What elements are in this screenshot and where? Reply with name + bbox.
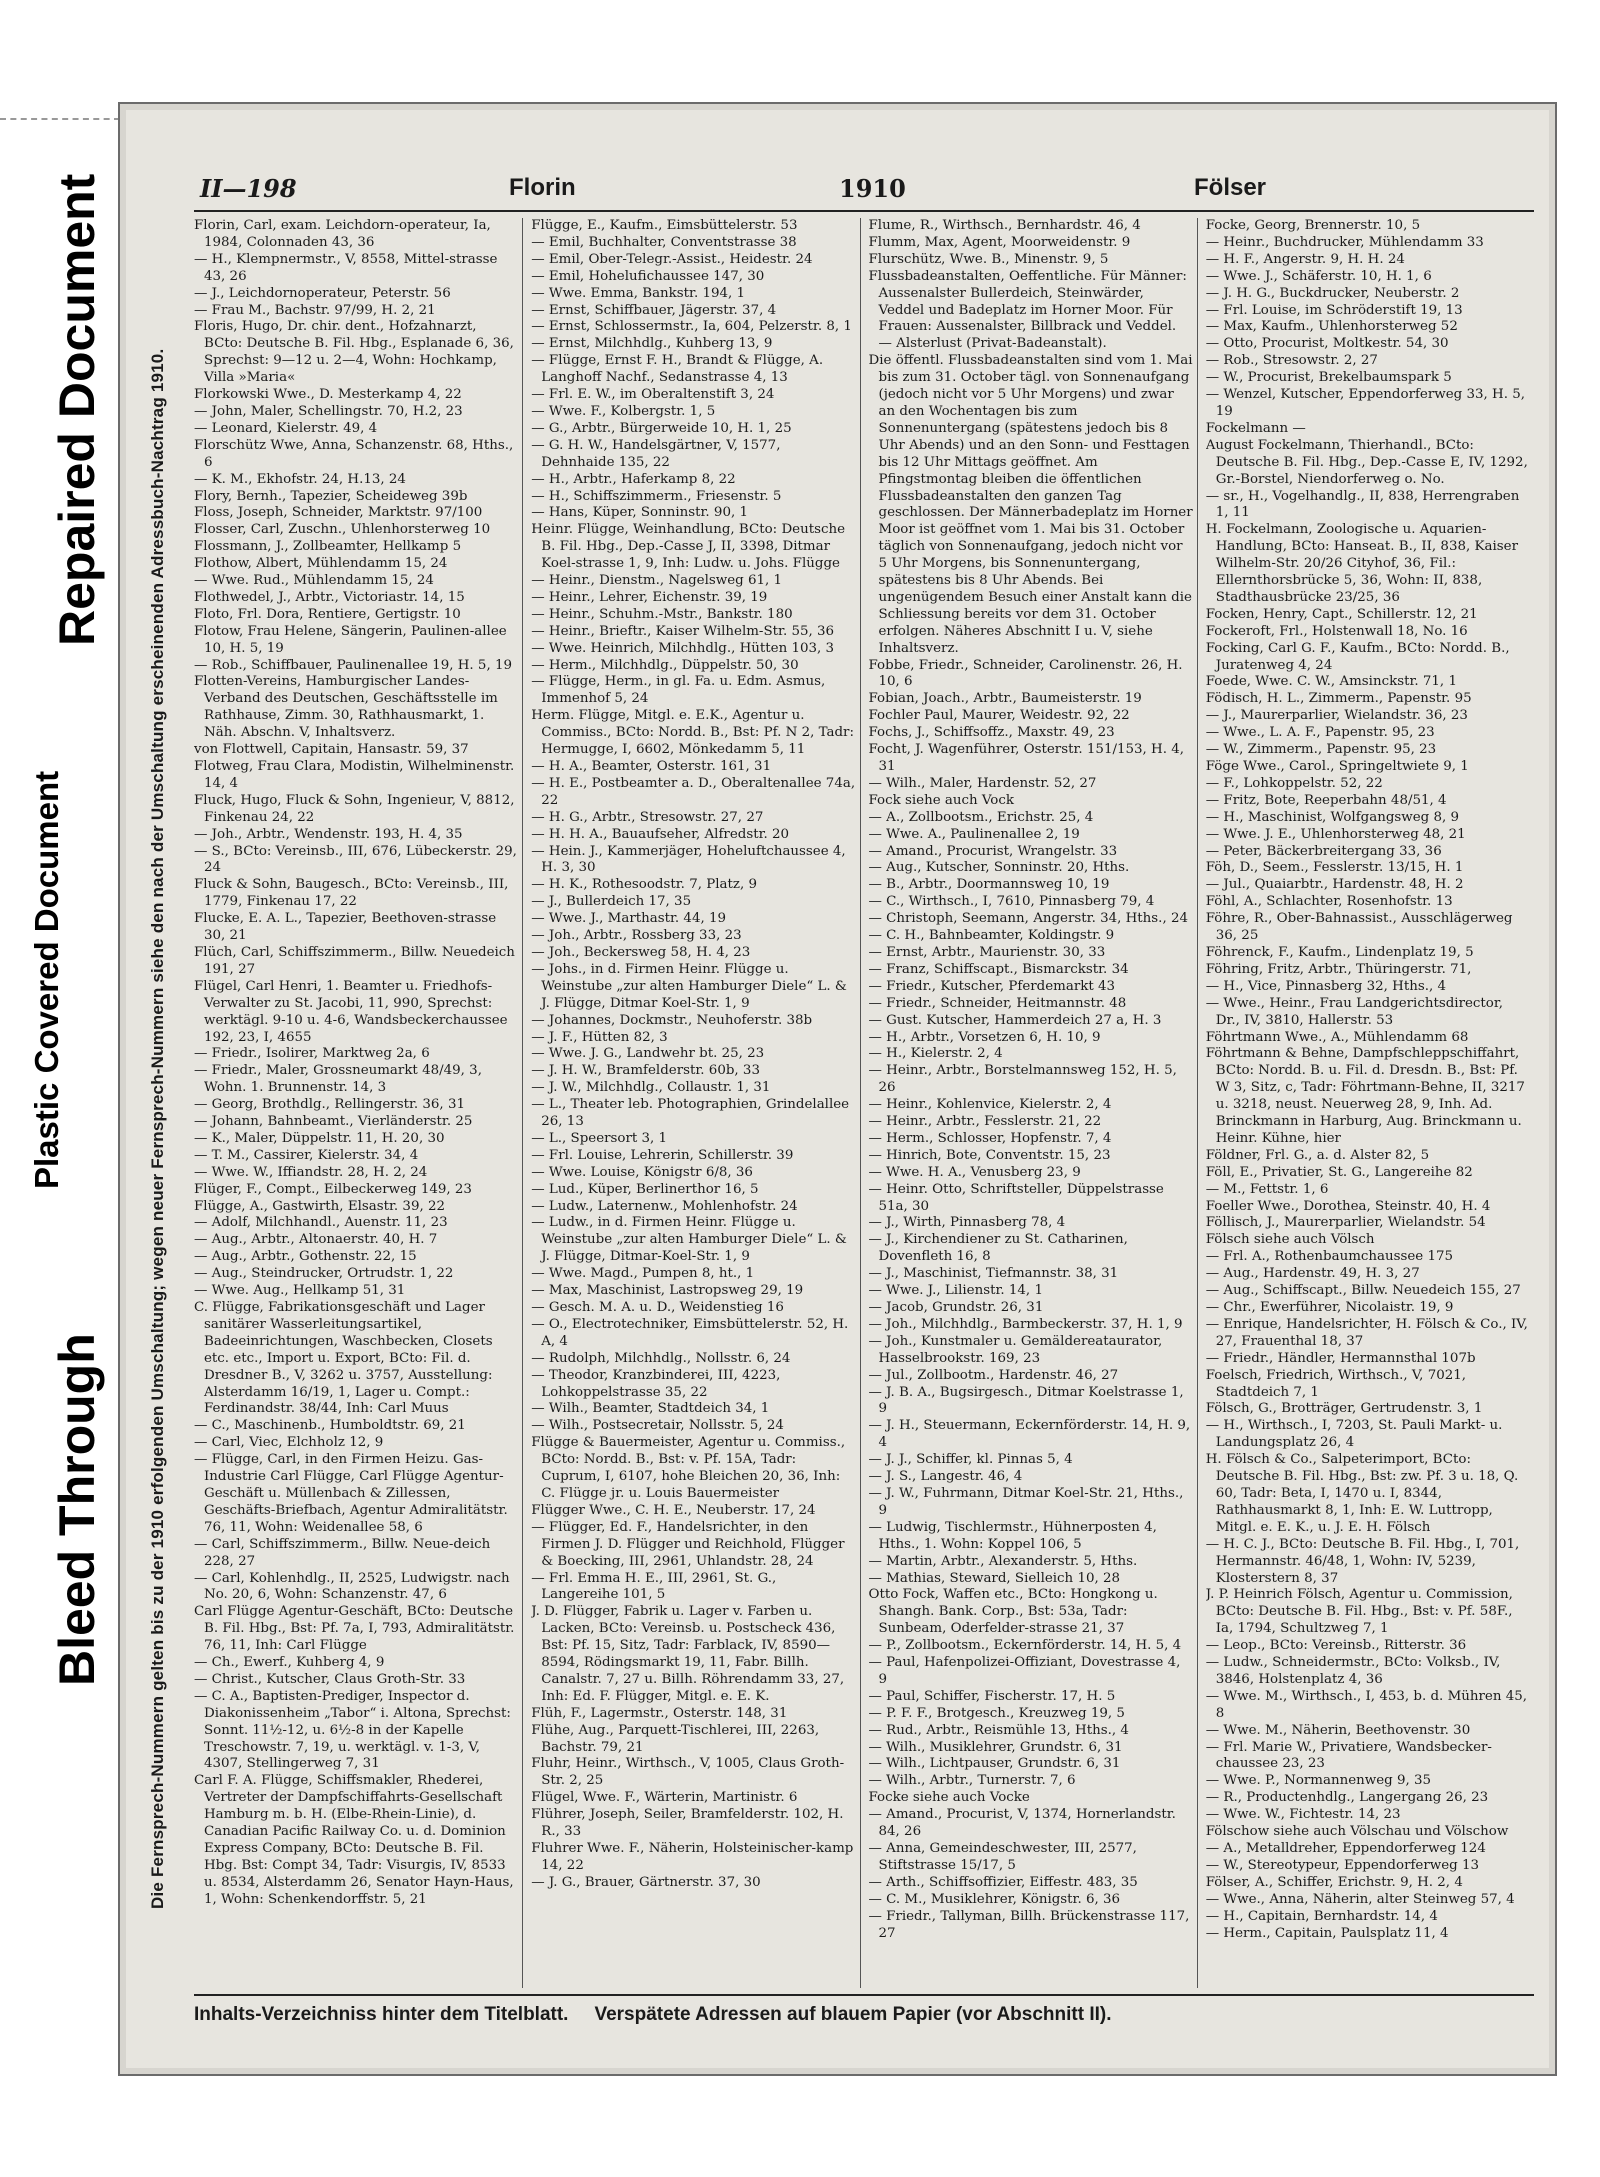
footer-right: Verspätete Adressen auf blauem Papier (vor Abschnitt II). <box>594 2004 1112 2025</box>
directory-entry: — C. M., Musiklehrer, Königstr. 6, 36 <box>868 1891 1121 1907</box>
directory-entry: — Hein. J., Kammerjäger, Hoheluftchaussee 4, H. 3, 30 <box>531 843 846 876</box>
directory-entry: — Wilh., Lichtpauser, Grundstr. 6, 31 <box>868 1756 1121 1772</box>
directory-entry: — Otto, Procurist, Moltkestr. 54, 30 <box>1205 336 1449 352</box>
directory-entry: — J., Maurerparlier, Wielandstr. 36, 23 <box>1205 708 1468 724</box>
directory-entry: — Emil, Ober-Telegr.-Assist., Heidestr. 24 <box>531 251 813 267</box>
directory-entry: — Paul, Schiffer, Fischerstr. 17, H. 5 <box>868 1688 1116 1704</box>
directory-entry: — H. G., Arbtr., Stresowstr. 27, 27 <box>531 809 764 825</box>
directory-entry: — H. H. A., Bauaufseher, Alfredstr. 20 <box>531 826 790 842</box>
directory-entry: Fockeroft, Frl., Holstenwall 18, No. 16 <box>1205 623 1468 639</box>
directory-entry: C. Flügge, Fabrikationsgeschäft und Lager sanitärer Wasserleitungsartikel, Badeeinrichtungen, Waschbecken, Closets etc. etc., Import u. Export, BCto: Fil. d. Dresdner B., V, 3262 u. 3757, Ausstellung: Alsterdamm 16/19, 1, Lager u. Compt.: Ferdinandstr. 38/44, Inh: Carl Muus <box>194 1300 493 1417</box>
directory-entry: — L., Speersort 3, 1 <box>531 1130 668 1146</box>
directory-entry: Flüh, F., Lagermstr., Osterstr. 148, 31 <box>531 1705 788 1721</box>
directory-entry: — Christoph, Seemann, Angerstr. 34, Hths., 24 <box>868 911 1188 927</box>
directory-entry: Föh, D., Seem., Fesslerstr. 13/15, H. 1 <box>1205 860 1464 876</box>
directory-entry: — Wilh., Musiklehrer, Grundstr. 6, 31 <box>868 1739 1123 1755</box>
directory-entry: — J. S., Langestr. 46, 4 <box>868 1469 1023 1485</box>
directory-entry: — Emil, Buchhalter, Conventstrasse 38 <box>531 234 797 250</box>
directory-entry: — J. B. A., Bugsirgesch., Ditmar Koelstrasse 1, 9 <box>868 1384 1184 1417</box>
directory-entry: — Ludw., Schneidermstr., BCto: Volksb., IV, 3846, Holstenplatz 4, 36 <box>1205 1655 1501 1687</box>
directory-entry: Carl F. A. Flügge, Schiffsmakler, Rhederei, Vertreter der Dampfschiffahrts-Gesellschaft Hamburg m. b. H. (Elbe-Rhein-Linie), d. Canadian Pacific Railway Co. u. d. Dominion Express Company, BCto: Deutsche B. Fil. Hbg. Bst: Compt 34, Tadr: Visurgis, IV, 8533 u. 8534, Alsterdamm 26, Senator Hayn-Haus, 1, Wohn: Schenkendorffstr. 5, 21 <box>194 1773 514 1907</box>
directory-entry: Flucke, E. A. L., Tapezier, Beethoven-strasse 30, 21 <box>194 911 497 944</box>
directory-entry: H. Fockelmann, Zoologische u. Aquarien-Handlung, BCto: Hanseat. B., II, 838, Kaiser Wilhelm-Str. 20/26 Cityhof, 36, Fil.: Ellernthorsbrücke 5, 36, Wohn: II, 838, Stadthausbrücke 23/25, 36 <box>1205 522 1518 605</box>
directory-entry: — Rob., Schiffbauer, Paulinenallee 19, H. 5, 19 <box>194 657 512 673</box>
directory-entry: — Aug., Kutscher, Sonninstr. 20, Hths. <box>868 860 1130 876</box>
directory-entry: — Rud., Arbtr., Reismühle 13, Hths., 4 <box>868 1722 1129 1738</box>
directory-entry: — Jul., Quaiarbtr., Hardenstr. 48, H. 2 <box>1205 877 1464 893</box>
directory-entry: — Joh., Beckersweg 58, H. 4, 23 <box>531 944 751 960</box>
directory-entry: — K., Maler, Düppelstr. 11, H. 20, 30 <box>194 1130 445 1146</box>
directory-entry: — Friedr., Kutscher, Pferdemarkt 43 <box>868 978 1116 994</box>
directory-entry: — C., Wirthsch., I, 7610, Pinnasberg 79, 4 <box>868 894 1155 910</box>
directory-entry: — sr., H., Vogelhandlg., II, 838, Herrengraben 1, 11 <box>1205 488 1520 521</box>
directory-entry: — Flügge, Carl, in den Firmen Heizu. Gas-Industrie Carl Flügge, Carl Flügge Agentur-Geschäft u. Müllenbach & Zillessen, Geschäfts-Briefbach, Agentur Admiralitätstr. 76, 11, Wohn: Weidenallee 58, 6 <box>194 1452 508 1535</box>
directory-entry: — Aug., Arbtr., Gothenstr. 22, 15 <box>194 1249 417 1265</box>
label-repaired-document: Repaired Document <box>49 173 105 647</box>
directory-entry: — J. W., Fuhrmann, Ditmar Koel-Str. 21, Hths., 9 <box>868 1485 1184 1518</box>
directory-entry: — Wwe. J., Marthastr. 44, 19 <box>531 911 727 927</box>
directory-entry: Floto, Frl. Dora, Rentiere, Gertigstr. 10 <box>194 606 461 622</box>
directory-entry: Focht, J. Wagenführer, Osterstr. 151/153, H. 4, 31 <box>868 742 1185 774</box>
directory-entry: — G., Arbtr., Bürgerweide 10, H. 1, 25 <box>531 420 792 436</box>
directory-entry: Fluhr, Heinr., Wirthsch., V, 1005, Claus Groth-Str. 2, 25 <box>531 1756 845 1789</box>
directory-entry: — J., Maschinist, Tiefmannstr. 38, 31 <box>868 1266 1119 1282</box>
directory-entry: Flügge & Bauermeister, Agentur u. Commiss., BCto: Nordd. B., Bst: v. Pf. 15A, Tadr: Cuprum, I, 6107, hohe Bleichen 20, 36, Inh: C. Flügge jr. u. Louis Bauermeister <box>531 1435 846 1501</box>
directory-entry: — Wwe. Rud., Mühlendamm 15, 24 <box>194 573 434 589</box>
directory-entry: Florkowski Wwe., D. Mesterkamp 4, 22 <box>194 387 462 403</box>
directory-entry: — Aug., Hardenstr. 49, H. 3, 27 <box>1205 1266 1420 1282</box>
directory-entry: — Joh., Milchhdlg., Barmbeckerstr. 37, H. 1, 9 <box>868 1316 1183 1332</box>
directory-entry: — Wilh., Maler, Hardenstr. 52, 27 <box>868 775 1097 791</box>
directory-entry: — R., Productenhdlg., Langergang 26, 23 <box>1205 1790 1489 1806</box>
directory-entry: — Wwe. F., Kolbergstr. 1, 5 <box>531 403 716 419</box>
directory-entry: Flume, R., Wirthsch., Bernhardstr. 46, 4 <box>868 218 1141 233</box>
directory-entry: — Jacob, Grundstr. 26, 31 <box>868 1300 1044 1315</box>
directory-entry: — Wilh., Arbtr., Turnerstr. 7, 6 <box>868 1773 1076 1789</box>
directory-entry: Flossmann, J., Zollbeamter, Hellkamp 5 <box>194 539 462 555</box>
page-header <box>194 174 1534 212</box>
directory-entry: — Heinr., Lehrer, Eichenstr. 39, 19 <box>531 589 768 605</box>
directory-entry: — Ch., Ewerf., Kuhberg 4, 9 <box>194 1655 385 1671</box>
directory-entry: — Wwe. J., Lilienstr. 14, 1 <box>868 1283 1043 1299</box>
directory-entry: Föllisch, J., Maurerparlier, Wielandstr. 54 <box>1205 1215 1486 1231</box>
directory-entry: H. Fölsch & Co., Salpeterimport, BCto: Deutsche B. Fil. Hbg., Bst: zw. Pf. 3 u. 18, Q. 60, Tadr: Beta, I, 1470 u. I, 8344, Rathhausmarkt 8, 1, Inh: E. W. Luttropp, Mitgl. e. E. K., u. J. E. H. Fölsch <box>1205 1452 1519 1535</box>
directory-entry: August Fockelmann, Thierhandl., BCto: Deutsche B. Fil. Hbg., Dep.-Casse E, IV, 1292, Gr.-Borstel, Niendorferweg o. No. <box>1205 437 1528 487</box>
directory-entry: Fluhrer Wwe. F., Näherin, Holsteinischer-kamp 14, 22 <box>531 1841 854 1873</box>
directory-entry: — Anna, Gemeindeschwester, III, 2577, Stiftstrasse 15/17, 5 <box>868 1841 1137 1873</box>
directory-entry: — Carl, Schiffszimmerm., Billw. Neue-deich 228, 27 <box>194 1536 491 1569</box>
directory-entry: — Friedr., Maler, Grossneumarkt 48/49, 3, Wohn. 1. Brunnenstr. 14, 3 <box>194 1063 482 1096</box>
directory-entry: — Aug., Steindrucker, Ortrudstr. 1, 22 <box>194 1266 454 1282</box>
directory-entry: von Flottwell, Capitain, Hansastr. 59, 37 <box>194 742 469 758</box>
directory-entry: — Enrique, Handelsrichter, H. Fölsch & Co., IV, 27, Frauenthal 18, 37 <box>1205 1316 1528 1349</box>
directory-entry: — Carl, Kohlenhdlg., II, 2525, Ludwigstr. nach No. 20, 6, Wohn: Schanzenstr. 47, 6 <box>194 1570 510 1603</box>
directory-entry: Fock siehe auch Vock <box>868 792 1014 808</box>
directory-entry: — W., Procurist, Brekelbaumspark 5 <box>1205 370 1452 386</box>
directory-entry: — G. H. W., Handelsgärtner, V, 1577, Dehnhaide 135, 22 <box>531 437 781 470</box>
directory-entry: — F., Lohkoppelstr. 52, 22 <box>1205 775 1383 791</box>
directory-entry: Flothow, Albert, Mühlendamm 15, 24 <box>194 556 448 572</box>
directory-entry: Föll, E., Privatier, St. G., Langereihe 82 <box>1205 1164 1473 1180</box>
directory-entry: Födisch, H. L., Zimmerm., Papenstr. 95 <box>1205 691 1472 707</box>
page-content <box>148 174 1534 2026</box>
directory-entry: — C. H., Bahnbeamter, Koldingstr. 9 <box>868 928 1115 944</box>
column-1 <box>194 218 523 1988</box>
directory-entry: — O., Electrotechniker, Eimsbüttelerstr. 52, H. A, 4 <box>531 1316 849 1349</box>
directory-entry: — Ludw., Laternenw., Mohlenhofstr. 24 <box>531 1198 798 1214</box>
directory-entry: — Wenzel, Kutscher, Eppendorferweg 33, H. 5, 19 <box>1205 387 1525 419</box>
header-left-word: Florin <box>509 174 576 201</box>
directory-entry: Fochs, J., Schiffsoffz., Maxstr. 49, 23 <box>868 725 1115 741</box>
directory-entry: — Frau M., Bachstr. 97/99, H. 2, 21 <box>194 302 436 318</box>
directory-entry: — Jul., Zollbootm., Hardenstr. 46, 27 <box>868 1367 1119 1383</box>
directory-entry: — Wwe., L. A. F., Papenstr. 95, 23 <box>1205 725 1435 741</box>
directory-entry: — John, Maler, Schellingstr. 70, H.2, 23 <box>194 403 463 419</box>
directory-entry: — Frl. Emma H. E., III, 2961, St. G., Langereihe 101, 5 <box>531 1570 777 1603</box>
directory-entry: — Hans, Küper, Sonninstr. 90, 1 <box>531 505 748 521</box>
directory-entry: — Heinr., Schuhm.-Mstr., Bankstr. 180 <box>531 606 793 622</box>
directory-entry: Otto Fock, Waffen etc., BCto: Hongkong u. Shangh. Bank. Corp., Bst: 53a, Tadr: Sunbeam, Oderfelder-strasse 21, 37 <box>868 1587 1158 1637</box>
directory-entry: Flügel, Carl Henri, 1. Beamter u. Friedhofs-Verwalter zu St. Jacobi, 11, 990, Sprechst: werktägl. 9-10 u. 4-6, Wandsbeckerchaussee 192, 23, I, 4655 <box>194 978 508 1045</box>
header-right-word: Fölser <box>1194 174 1267 201</box>
directory-entry: — Wwe. Aug., Hellkamp 51, 31 <box>194 1283 406 1299</box>
scanned-page <box>118 102 1557 2076</box>
directory-entry: Flühe, Aug., Parquett-Tischlerei, III, 2263, Bachstr. 79, 21 <box>531 1722 820 1755</box>
directory-entry: — J. G., Brauer, Gärtnerstr. 37, 30 <box>531 1874 761 1890</box>
directory-entry: — Emil, Hohelufichaussee 147, 30 <box>531 268 765 284</box>
directory-entry: — H. C. J., BCto: Deutsche B. Fil. Hbg., I, 701, Hermannstr. 46/48, 1, Wohn: IV, 5239, Klosterstern 8, 37 <box>1205 1536 1520 1586</box>
directory-entry: — Wwe. J. E., Uhlenhorsterweg 48, 21 <box>1205 826 1466 842</box>
directory-entry: — J., Kirchendiener zu St. Catharinen, Dovenfleth 16, 8 <box>868 1232 1128 1265</box>
directory-entry: — Wwe. J., Schäferstr. 10, H. 1, 6 <box>1205 268 1432 284</box>
directory-entry: Fölsch, G., Brotträger, Gertrudenstr. 3, 1 <box>1205 1401 1483 1417</box>
directory-entry: — H. F., Angerstr. 9, H. H. 24 <box>1205 251 1405 267</box>
directory-entry: — Leop., BCto: Vereinsb., Ritterstr. 36 <box>1205 1638 1467 1654</box>
directory-entry: — H. E., Postbeamter a. D., Oberaltenallee 74a, 22 <box>531 775 856 808</box>
directory-entry: — T. M., Cassirer, Kielerstr. 34, 4 <box>194 1147 419 1163</box>
directory-entry: Florschütz Wwe, Anna, Schanzenstr. 68, Hths., 6 <box>194 437 514 470</box>
directory-entry: — Wwe. M., Wirthsch., I, 453, b. d. Mühren 45, 8 <box>1205 1688 1528 1721</box>
directory-entry: — Johannes, Dockmstr., Neuhoferstr. 38b <box>531 1012 813 1028</box>
directory-entry: Flothwedel, J., Arbtr., Victoriastr. 14, 15 <box>194 589 465 605</box>
directory-entry: — Heinr., Arbtr., Fesslerstr. 21, 22 <box>868 1114 1102 1130</box>
directory-entry: Floss, Joseph, Schneider, Marktstr. 97/100 <box>194 505 483 521</box>
directory-entry: Fockelmann — <box>1205 420 1306 436</box>
page-footer <box>194 1994 1534 2026</box>
directory-entry: — Joh., Arbtr., Wendenstr. 193, H. 4, 35 <box>194 826 463 842</box>
directory-entry: Florin, Carl, exam. Leichdorn-operateur, Ia, 1984, Colonnaden 43, 36 <box>194 218 491 250</box>
directory-entry: Fochler Paul, Maurer, Weidestr. 92, 22 <box>868 708 1130 724</box>
directory-entry: — Martin, Arbtr., Alexanderstr. 5, Hths. <box>868 1553 1138 1569</box>
directory-entry: Flügger Wwe., C. H. E., Neuberstr. 17, 24 <box>531 1502 816 1518</box>
directory-entry: — Wwe. J. G., Landwehr bt. 25, 23 <box>531 1046 765 1062</box>
directory-entry: — H., Capitain, Bernhardstr. 14, 4 <box>1205 1908 1438 1924</box>
directory-entry: Foelsch, Friedrich, Wirthsch., V, 7021, Stadtdeich 7, 1 <box>1205 1367 1467 1400</box>
directory-entry: Flügge, A., Gastwirth, Elsastr. 39, 22 <box>194 1198 446 1214</box>
directory-entry: — K. M., Ekhofstr. 24, H.13, 24 <box>194 471 406 487</box>
directory-entry: — Wilh., Postsecretair, Nollsstr. 5, 24 <box>531 1418 784 1434</box>
directory-entry: — B., Arbtr., Doormannsweg 10, 19 <box>868 877 1110 893</box>
directory-entry: — Mathias, Steward, Sielleich 10, 28 <box>868 1570 1121 1586</box>
directory-entry: Flotweg, Frau Clara, Modistin, Wilhelminenstr. 14, 4 <box>194 759 515 791</box>
directory-entry: — Flügge, Ernst F. H., Brandt & Flügge, A. Langhoff Nachf., Sedanstrasse 4, 13 <box>531 353 824 386</box>
directory-entry: — Arth., Schiffsoffizier, Eiffestr. 483, 35 <box>868 1874 1138 1890</box>
directory-entry: — J. H., Steuermann, Eckernförderstr. 14, H. 9, 4 <box>868 1418 1191 1451</box>
directory-entry: — Ernst, Arbtr., Maurienstr. 30, 33 <box>868 944 1106 960</box>
directory-entry: — Wwe. Louise, Königstr 6/8, 36 <box>531 1164 753 1180</box>
directory-entry: — H. K., Rothesoodstr. 7, Platz, 9 <box>531 877 757 893</box>
directory-entry: — Wwe. Emma, Bankstr. 194, 1 <box>531 285 746 301</box>
directory-entry: — Peter, Bäckerbreitergang 33, 36 <box>1205 843 1442 859</box>
directory-entry: J. P. Heinrich Fölsch, Agentur u. Commission, BCto: Deutsche B. Fil. Hbg., Bst: v. Pf. 58F., Ia, 1794, Schultzweg 7, 1 <box>1205 1587 1513 1637</box>
directory-entry: — Friedr., Tallyman, Billh. Brückenstrasse 117, 27 <box>868 1908 1190 1941</box>
directory-entry: — Herm., Milchhdlg., Düppelstr. 50, 30 <box>531 657 799 673</box>
directory-entry: — Gesch. M. A. u. D., Weidenstieg 16 <box>531 1300 784 1315</box>
directory-entry: — S., BCto: Vereinsb., III, 676, Lübeckerstr. 29, 24 <box>194 843 517 876</box>
directory-entry: — Gust. Kutscher, Hammerdeich 27 a, H. 3 <box>868 1012 1162 1028</box>
directory-entry: — Adolf, Milchhandl., Auenstr. 11, 23 <box>194 1215 448 1231</box>
directory-entry: — Carl, Viec, Elchholz 12, 9 <box>194 1435 384 1451</box>
directory-entry: — H., Arbtr., Haferkamp 8, 22 <box>531 471 736 487</box>
directory-entry: — P., Zollbootsm., Eckernförderstr. 14, H. 5, 4 <box>868 1638 1182 1654</box>
directory-entry: — Flügge, Herm., in gl. Fa. u. Edm. Asmus, Immenhof 5, 24 <box>531 674 826 707</box>
directory-entry: — J., Leichdornoperateur, Peterstr. 56 <box>194 285 451 301</box>
directory-entry: — J. H. G., Buckdrucker, Neuberstr. 2 <box>1205 285 1460 301</box>
directory-entry: Föhrenck, F., Kaufm., Lindenplatz 19, 5 <box>1205 944 1474 960</box>
directory-entry: Föhring, Fritz, Arbtr., Thüringerstr. 71, <box>1205 961 1472 977</box>
directory-entry: Focke siehe auch Vocke <box>868 1790 1030 1806</box>
directory-entry: — Ludw., in d. Firmen Heinr. Flügge u. Weinstube „zur alten Hamburger Diele“ L. & J. Flügge, Ditmar-Koel-Str. 1, 9 <box>531 1215 847 1265</box>
directory-entry: — Wilh., Beamter, Stadtdeich 34, 1 <box>531 1401 770 1417</box>
directory-entry: — Wwe. H. A., Venusberg 23, 9 <box>868 1164 1081 1180</box>
label-bleed-through: Bleed Through <box>49 1333 105 1687</box>
directory-entry: Foede, Wwe. C. W., Amsinckstr. 71, 1 <box>1205 674 1457 690</box>
directory-entry: Flüch, Carl, Schiffszimmerm., Billw. Neuedeich 191, 27 <box>194 944 515 977</box>
directory-entry: — Amand., Procurist, Wrangelstr. 33 <box>868 843 1118 859</box>
directory-entry: — Max, Maschinist, Lastropsweg 29, 19 <box>531 1283 804 1299</box>
directory-entry: — H., Maschinist, Wolfgangsweg 8, 9 <box>1205 809 1460 825</box>
directory-entry: — Johs., in d. Firmen Heinr. Flügge u. Weinstube „zur alten Hamburger Diele“ L. & J. Flügge, Ditmar Koel-Str. 1, 9 <box>531 961 847 1011</box>
directory-entry: — Wwe., Anna, Näherin, alter Steinweg 57, 4 <box>1205 1891 1515 1907</box>
directory-entry: — Paul, Hafenpolizei-Offiziant, Dovestrasse 4, 9 <box>868 1655 1181 1687</box>
directory-entry: — Wwe. W., Fichtestr. 14, 23 <box>1205 1807 1401 1823</box>
directory-entry: — Frl. A., Rothenbaumchaussee 175 <box>1205 1249 1454 1265</box>
directory-entry: — Rudolph, Milchhdlg., Nollsstr. 6, 24 <box>531 1350 791 1366</box>
columns-container <box>194 218 1534 1988</box>
directory-entry: — Wwe. P., Normannenweg 9, 35 <box>1205 1773 1432 1789</box>
directory-entry: — J. W., Milchhdlg., Collaustr. 1, 31 <box>531 1080 771 1096</box>
directory-entry: — Friedr., Isolirer, Marktweg 2a, 6 <box>194 1046 430 1062</box>
directory-entry: Fobbe, Friedr., Schneider, Carolinenstr. 26, H. 10, 6 <box>868 657 1183 690</box>
directory-entry: — Rob., Stresowstr. 2, 27 <box>1205 353 1378 369</box>
directory-entry: Fluck & Sohn, Baugesch., BCto: Vereinsb., III, 1779, Finkenau 17, 22 <box>194 877 509 910</box>
directory-entry: — H. A., Beamter, Osterstr. 161, 31 <box>531 759 772 774</box>
directory-entry: — Wwe. Heinrich, Milchhdlg., Hütten 103, 3 <box>531 640 835 656</box>
directory-entry: Focke, Georg, Brennerstr. 10, 5 <box>1205 218 1421 233</box>
directory-entry: Floris, Hugo, Dr. chir. dent., Hofzahnarzt, BCto: Deutsche B. Fil. Hbg., Esplanade 6, 36, Sprechst: 9—12 u. 2—4, Wohn: Hochkamp, Villa »Maria« <box>194 319 514 386</box>
directory-entry: Flory, Bernh., Tapezier, Scheideweg 39b <box>194 488 468 504</box>
directory-entry: — Flügger, Ed. F., Handelsrichter, in den Firmen J. D. Flügger und Reichhold, Flügger & Boecking, III, 2961, Uhlandstr. 28, 24 <box>531 1519 845 1569</box>
directory-entry: — Lud., Küper, Berlinerthor 16, 5 <box>531 1181 759 1197</box>
directory-entry: Flotten-Vereins, Hamburgischer Landes-Verband des Deutschen, Geschäftsstelle im Rathhause, Zimm. 30, Rathhausmarkt, 1. Näh. Abschn. V, Inhaltsverz. <box>194 674 498 741</box>
directory-entry: Földner, Frl. G., a. d. Alster 82, 5 <box>1205 1147 1430 1163</box>
page-number: II—198 <box>200 174 297 203</box>
directory-entry: — Friedr., Händler, Hermannsthal 107b <box>1205 1350 1476 1366</box>
directory-entry: — Frl. E. W., im Oberaltenstift 3, 24 <box>531 387 775 403</box>
directory-entry: — Ludwig, Tischlermstr., Hühnerposten 4, Hths., 1. Wohn: Koppel 106, 5 <box>868 1519 1157 1552</box>
directory-entry: — C., Maschinenb., Humboldtstr. 69, 21 <box>194 1418 466 1434</box>
directory-entry: — Ernst, Milchhdlg., Kuhberg 13, 9 <box>531 336 773 352</box>
directory-entry: — Frl. Louise, Lehrerin, Schillerstr. 39 <box>531 1147 794 1163</box>
edge-dash-line <box>0 118 120 120</box>
directory-entry: — Franz, Schiffscapt., Bismarckstr. 34 <box>868 961 1129 977</box>
directory-entry: — Wwe. W., Iffiandstr. 28, H. 2, 24 <box>194 1164 428 1180</box>
directory-entry: — Frl. Louise, im Schröderstift 19, 13 <box>1205 302 1463 318</box>
directory-entry: Föhrtmann Wwe., A., Mühlendamm 68 <box>1205 1029 1469 1045</box>
directory-entry: Focken, Henry, Capt., Schillerstr. 12, 21 <box>1205 606 1478 622</box>
directory-entry: — Wwe., Heinr., Frau Landgerichtsdirector, Dr., IV, 3810, Hallerstr. 53 <box>1205 995 1504 1028</box>
directory-entry: — Ernst, Schiffbauer, Jägerstr. 37, 4 <box>531 302 777 318</box>
directory-entry: Focking, Carl G. F., Kaufm., BCto: Nordd. B., Juratenweg 4, 24 <box>1205 640 1510 673</box>
directory-entry: — J. J., Schiffer, kl. Pinnas 5, 4 <box>868 1452 1073 1468</box>
directory-entry: Fobian, Joach., Arbtr., Baumeisterstr. 19 <box>868 691 1142 707</box>
directory-entry: — Wwe. A., Paulinenallee 2, 19 <box>868 826 1080 842</box>
directory-entry: Föhre, R., Ober-Bahnassist., Ausschlägerweg 36, 25 <box>1205 911 1513 944</box>
directory-entry: — Max, Kaufm., Uhlenhorsterweg 52 <box>1205 319 1458 335</box>
directory-entry: Flurschütz, Wwe. B., Minenstr. 9, 5 <box>868 251 1109 267</box>
directory-entry: Föhrtmann & Behne, Dampfschleppschiffahrt, BCto: Nordd. B. u. Fil. d. Dresdn. B., Bst: Pf. W 3, Sitz, c, Tadr: Föhrtmann-Behne, II, 3217 u. 3218, neust. Neuerweg 28, 9, Inh. Ad. Brinckmann in Harburg, Aug. Brinckmann u. Heinr. Kühne, hier <box>1205 1046 1525 1146</box>
directory-entry: — A., Zollbootsm., Erichstr. 25, 4 <box>868 809 1094 825</box>
directory-entry: — Heinr., Arbtr., Borstelmannsweg 152, H. 5, 26 <box>868 1063 1177 1096</box>
directory-entry: — Georg, Brothdlg., Rellingerstr. 36, 31 <box>194 1097 465 1113</box>
directory-entry: — Herm., Schlosser, Hopfenstr. 7, 4 <box>868 1130 1112 1146</box>
directory-entry: — M., Fettstr. 1, 6 <box>1205 1181 1329 1197</box>
directory-entry: Flüger, F., Compt., Eilbeckerweg 149, 23 <box>194 1181 472 1197</box>
directory-entry: — A., Metalldreher, Eppendorferweg 124 <box>1205 1841 1486 1856</box>
directory-entry: Fölser, A., Schiffer, Erichstr. 9, H. 2, 4 <box>1205 1874 1463 1890</box>
directory-entry: — Heinr., Buchdrucker, Mühlendamm 33 <box>1205 234 1484 250</box>
directory-entry: — Fritz, Bote, Reeperbahn 48/51, 4 <box>1205 792 1447 808</box>
directory-entry: Herm. Flügge, Mitgl. e. E.K., Agentur u. Commiss., BCto: Nordd. B., Bst: Pf. N 2, Tadr: Hermugge, I, 6602, Mönkedamm 5, 11 <box>531 708 854 758</box>
directory-entry: — H., Kielerstr. 2, 4 <box>868 1046 1003 1062</box>
directory-entry: Flügge, E., Kaufm., Eimsbüttelerstr. 53 <box>531 218 798 233</box>
directory-entry: — Johann, Bahnbeamt., Vierländerstr. 25 <box>194 1114 473 1130</box>
directory-entry: — Hinrich, Bote, Conventstr. 15, 23 <box>868 1147 1111 1163</box>
directory-entry: Fölsch siehe auch Völsch <box>1205 1232 1375 1248</box>
directory-entry: — L., Theater leb. Photographien, Grindelallee 26, 13 <box>531 1097 850 1130</box>
column-2 <box>531 218 860 1988</box>
directory-entry: Carl Flügge Agentur-Geschäft, BCto: Deutsche B. Fil. Hbg., Bst: Pf. 7a, I, 793, Admiralitätstr. 76, 11, Inh: Carl Flügge <box>194 1604 515 1654</box>
column-3 <box>869 218 1198 1988</box>
directory-entry: Föge Wwe., Carol., Springeltwiete 9, 1 <box>1205 759 1469 774</box>
directory-entry: — Chr., Ewerführer, Nicolaistr. 19, 9 <box>1205 1300 1454 1315</box>
directory-entry: J. D. Flügger, Fabrik u. Lager v. Farben u. Lacken, BCto: Vereinsb. u. Postscheck 436, Bst: Pf. 15, Sitz, Tadr: Farblack, IV, 8590—8594, Rödingsmarkt 19, 11, Fabr. Billh. Canalstr. 7, 27 u. Billh. Röhrendamm 33, 27, Inh: Ed. F. Flügger, Mitgl. e. E. K. <box>531 1604 845 1704</box>
directory-entry: — H., Schiffszimmerm., Friesenstr. 5 <box>531 488 782 504</box>
directory-entry: — Aug., Arbtr., Altonaerstr. 40, H. 7 <box>194 1232 438 1248</box>
directory-entry: — Heinr., Brieftr., Kaiser Wilhelm-Str. 55, 36 <box>531 623 835 639</box>
directory-entry: — W., Zimmerm., Papenstr. 95, 23 <box>1205 742 1437 758</box>
directory-entry: — Ernst, Schlossermstr., Ia, 604, Pelzerstr. 8, 1 <box>531 319 852 335</box>
directory-entry: — H., Klempnermstr., V, 8558, Mittel-strasse 43, 26 <box>194 251 498 284</box>
directory-entry: — P. F. F., Brotgesch., Kreuzweg 19, 5 <box>868 1705 1125 1721</box>
directory-entry: — Aug., Schiffscapt., Billw. Neuedeich 155, 27 <box>1205 1283 1521 1299</box>
label-plastic-covered-document: Plastic Covered Document <box>28 770 65 1190</box>
directory-entry: Flussbadeanstalten, Oeffentliche. Für Männer: Aussenalster Bullerdeich, Steinwärder, Veddel und Badeplatz im Horner Moor. Für Frauen: Aussenalster, Billbrack und Veddel. — Alsterlust (Privat-Badeanstalt). <box>868 268 1187 352</box>
directory-entry: — Joh., Kunstmaler u. Gemäldereataurator, Hasselbrookstr. 169, 23 <box>868 1333 1163 1366</box>
directory-entry: Foeller Wwe., Dorothea, Steinstr. 40, H. 4 <box>1205 1198 1491 1214</box>
directory-entry: Heinr. Flügge, Weinhandlung, BCto: Deutsche B. Fil. Hbg., Dep.-Casse J, II, 3398, Ditmar Koel-strasse 1, 9, Inh: Ludw. u. Johs. Flügge <box>531 522 846 572</box>
directory-entry: — H., Wirthsch., I, 7203, St. Pauli Markt- u. Landungsplatz 26, 4 <box>1205 1418 1503 1451</box>
directory-entry: Die öffentl. Flussbadeanstalten sind vom 1. Mai bis zum 31. October tägl. von Sonnenaufgang (jedoch nicht vor 5 Uhr Morgens) und zwar an den Wochentagen bis zum Sonnenuntergang (spätestens jedoch bis 8 Uhr Abends) und an den Sonn- und Festtagen bis 12 Uhr Mittags geöffnet. Am Pfingstmontag bleiben die öffentlichen Flussbadeanstalten den ganzen Tag geschlossen. Der Männerbadeplatz im Horner Moor ist geöffnet vom 1. Mai bis 31. October täglich von Sonnenaufgang, jedoch nicht vor 5 Uhr Morgens, bis Sonnenuntergang, spätestens bis 8 Uhr Abends. Bei ungenügendem Besuch einer Anstalt kann die Schliessung bereits vor dem 31. October erfolgen. Näheres Abschnitt I u. V, siehe Inhaltsverz. <box>868 353 1193 656</box>
directory-entry: — Heinr., Dienstm., Nagelsweg 61, 1 <box>531 573 783 589</box>
directory-entry: Flührer, Joseph, Seiler, Bramfelderstr. 102, H. R., 33 <box>531 1807 844 1840</box>
directory-entry: — W., Stereotypeur, Eppendorferweg 13 <box>1205 1857 1479 1873</box>
directory-entry: — Wwe. Magd., Pumpen 8, ht., 1 <box>531 1266 755 1282</box>
directory-entry: — Joh., Arbtr., Rossberg 33, 23 <box>531 928 742 944</box>
directory-entry: — J., Wirth, Pinnasberg 78, 4 <box>868 1215 1066 1231</box>
directory-entry: Flügel, Wwe. F., Wärterin, Martinistr. 6 <box>531 1790 798 1806</box>
column-4 <box>1206 218 1534 1988</box>
directory-entry: — H., Vice, Pinnasberg 32, Hths., 4 <box>1205 978 1447 994</box>
directory-entry: — Wwe. M., Näherin, Beethovenstr. 30 <box>1205 1722 1471 1738</box>
directory-entry: — Amand., Procurist, V, 1374, Hornerlandstr. 84, 26 <box>868 1807 1176 1840</box>
directory-entry: — J., Bullerdeich 17, 35 <box>531 894 692 910</box>
directory-entry: Flumm, Max, Agent, Moorweidenstr. 9 <box>868 234 1131 250</box>
directory-entry: Fölschow siehe auch Völschau und Völschow <box>1205 1824 1509 1840</box>
directory-entry: — Herm., Capitain, Paulsplatz 11, 4 <box>1205 1925 1449 1941</box>
directory-entry: — J. F., Hütten 82, 3 <box>531 1029 668 1045</box>
vertical-note: Die Fernsprech-Nummern gelten bis zu der 1910 erfolgenden Umschaltung; wegen neuer Fernsprech-Nummern siehe den nach der Umschaltung erscheinenden Adressbuch-Nachtrag 1910. <box>148 348 167 1910</box>
directory-entry: Flosser, Carl, Zuschn., Uhlenhorsterweg 10 <box>194 522 491 538</box>
directory-entry: — C. A., Baptisten-Prediger, Inspector d. Diakonissenheim „Tabor“ i. Altona, Sprechst: Sonnt. 11½-12, u. 6½-8 in der Kapelle Treschowstr. 7, 19, u. werktägl. v. 1-3, V, 4307, Stellingerweg 7, 31 <box>194 1688 511 1772</box>
header-year: 1910 <box>839 174 906 203</box>
directory-entry: — H., Arbtr., Vorsetzen 6, H. 10, 9 <box>868 1029 1101 1045</box>
directory-entry: — Leonard, Kielerstr. 49, 4 <box>194 420 378 436</box>
directory-entry: — Heinr. Otto, Schriftsteller, Düppelstrasse 51a, 30 <box>868 1181 1164 1214</box>
directory-entry: — Frl. Marie W., Privatiere, Wandsbecker-chaussee 23, 23 <box>1205 1739 1492 1772</box>
directory-entry: Fluck, Hugo, Fluck & Sohn, Ingenieur, V, 8812, Finkenau 24, 22 <box>194 792 515 825</box>
directory-entry: Föhl, A., Schlachter, Rosenhofstr. 13 <box>1205 894 1453 910</box>
directory-entry: — Christ., Kutscher, Claus Groth-Str. 33 <box>194 1671 466 1687</box>
directory-entry: Flotow, Frau Helene, Sängerin, Paulinen-allee 10, H. 5, 19 <box>194 623 507 656</box>
footer-left: Inhalts-Verzeichniss hinter dem Titelblatt. <box>194 2004 569 2025</box>
directory-entry: — J. H. W., Bramfelderstr. 60b, 33 <box>531 1063 760 1079</box>
directory-entry: — Heinr., Kohlenvice, Kielerstr. 2, 4 <box>868 1097 1112 1113</box>
directory-entry: — Theodor, Kranzbinderei, III, 4223, Lohkoppelstrasse 35, 22 <box>531 1367 781 1400</box>
directory-entry: — Friedr., Schneider, Heitmannstr. 48 <box>868 995 1127 1011</box>
